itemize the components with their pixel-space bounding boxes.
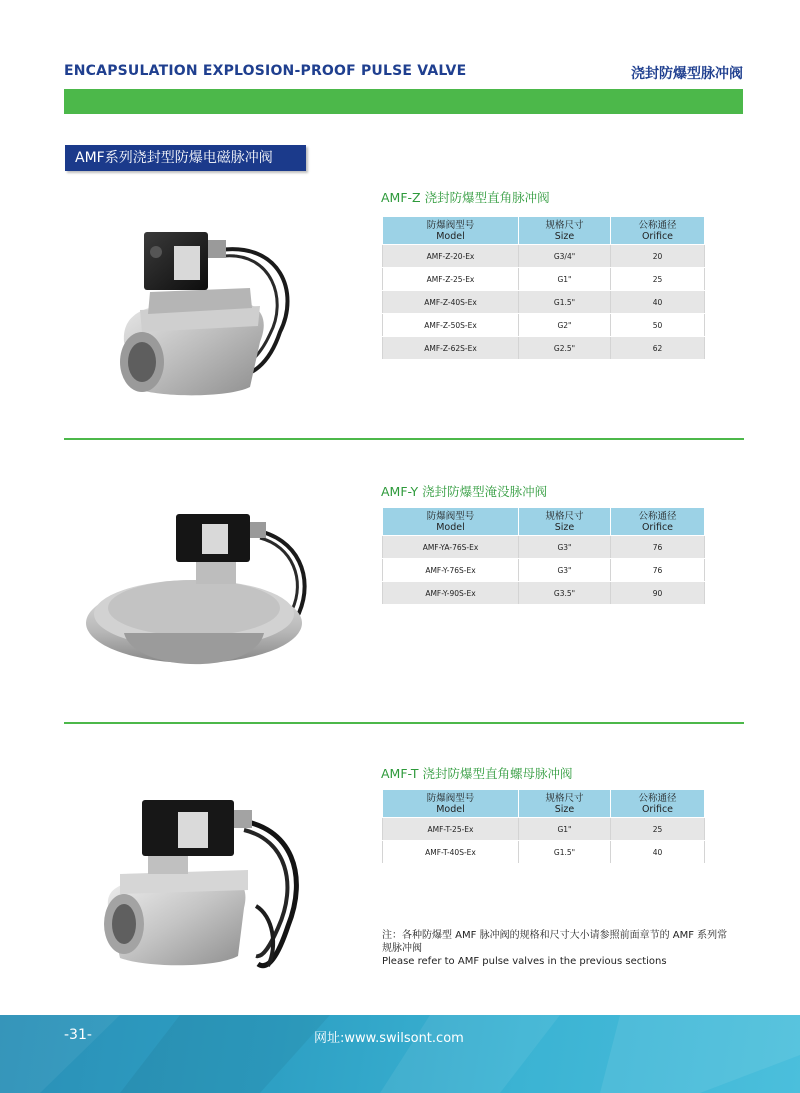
footer xyxy=(0,1015,800,1093)
cell-size: G1" xyxy=(519,818,611,841)
section-divider xyxy=(64,722,744,724)
cell-orifice: 20 xyxy=(611,245,705,268)
valve-photo-amf-y xyxy=(84,508,324,683)
cell-orifice: 40 xyxy=(611,841,705,864)
col-header-size: 规格尺寸 Size xyxy=(519,508,611,536)
cell-size: G3" xyxy=(519,536,611,559)
cell-model: AMF-T-40S-Ex xyxy=(383,841,519,864)
website-link[interactable]: 网址:www.swilsont.com xyxy=(314,1031,464,1046)
spec-table-amf-y xyxy=(382,507,705,605)
page-number: -31- xyxy=(64,1027,92,1043)
header-title-cn: 浇封防爆型脉冲阀 xyxy=(631,66,743,82)
cell-model: AMF-Z-50S-Ex xyxy=(383,314,519,337)
table-row xyxy=(383,245,705,268)
cell-size: G1" xyxy=(519,268,611,291)
col-header-size: 规格尺寸 Size xyxy=(519,217,611,245)
cell-orifice: 25 xyxy=(611,818,705,841)
note xyxy=(382,929,732,968)
cell-orifice: 40 xyxy=(611,291,705,314)
table-row xyxy=(383,582,705,605)
table-row xyxy=(383,841,705,864)
cell-orifice: 62 xyxy=(611,337,705,360)
table-row xyxy=(383,337,705,360)
cell-model: AMF-Z-40S-Ex xyxy=(383,291,519,314)
section-title-amf-z: AMF-Z 浇封防爆型直角脉冲阀 xyxy=(381,190,550,205)
cell-orifice: 76 xyxy=(611,536,705,559)
table-row xyxy=(383,559,705,582)
cell-orifice: 90 xyxy=(611,582,705,605)
col-header-orifice: 公称通径 Orifice xyxy=(611,790,705,818)
cell-model: AMF-Y-90S-Ex xyxy=(383,582,519,605)
cell-model: AMF-Y-76S-Ex xyxy=(383,559,519,582)
cell-orifice: 25 xyxy=(611,268,705,291)
valve-photo-amf-t xyxy=(98,796,308,978)
header-title-en: ENCAPSULATION EXPLOSION-PROOF PULSE VALVE xyxy=(64,63,467,79)
col-header-size: 规格尺寸 Size xyxy=(519,790,611,818)
table-row xyxy=(383,536,705,559)
cell-size: G3.5" xyxy=(519,582,611,605)
cell-model: AMF-Z-25-Ex xyxy=(383,268,519,291)
col-header-orifice: 公称通径 Orifice xyxy=(611,217,705,245)
table-row xyxy=(383,291,705,314)
cell-size: G1.5" xyxy=(519,841,611,864)
section-title-amf-t: AMF-T 浇封防爆型直角螺母脉冲阀 xyxy=(381,766,573,781)
spec-table-amf-z xyxy=(382,216,705,360)
cell-model: AMF-Z-20-Ex xyxy=(383,245,519,268)
section-title-amf-y: AMF-Y 浇封防爆型淹没脉冲阀 xyxy=(381,484,548,499)
table-row xyxy=(383,818,705,841)
col-header-model: 防爆阀型号 Model xyxy=(383,217,519,245)
cell-orifice: 50 xyxy=(611,314,705,337)
section-divider xyxy=(64,438,744,440)
table-row xyxy=(383,314,705,337)
spec-table-amf-t xyxy=(382,789,705,864)
header-green-bar xyxy=(64,89,743,114)
cell-size: G2" xyxy=(519,314,611,337)
valve-photo-amf-z xyxy=(110,222,300,402)
cell-orifice: 76 xyxy=(611,559,705,582)
col-header-orifice: 公称通径 Orifice xyxy=(611,508,705,536)
cell-size: G1.5" xyxy=(519,291,611,314)
cell-size: G3" xyxy=(519,559,611,582)
cell-model: AMF-YA-76S-Ex xyxy=(383,536,519,559)
cell-model: AMF-Z-62S-Ex xyxy=(383,337,519,360)
cell-size: G3/4" xyxy=(519,245,611,268)
cell-model: AMF-T-25-Ex xyxy=(383,818,519,841)
col-header-model: 防爆阀型号 Model xyxy=(383,508,519,536)
note-en: Please refer to AMF pulse valves in the previous sections xyxy=(382,956,667,967)
note-cn: 注：各种防爆型 AMF 脉冲阀的规格和尺寸大小请参照前面章节的 AMF 系列常规脉冲阀 xyxy=(382,930,728,954)
col-header-model: 防爆阀型号 Model xyxy=(383,790,519,818)
series-label: AMF系列浇封型防爆电磁脉冲阀 xyxy=(65,145,306,171)
cell-size: G2.5" xyxy=(519,337,611,360)
table-row xyxy=(383,268,705,291)
